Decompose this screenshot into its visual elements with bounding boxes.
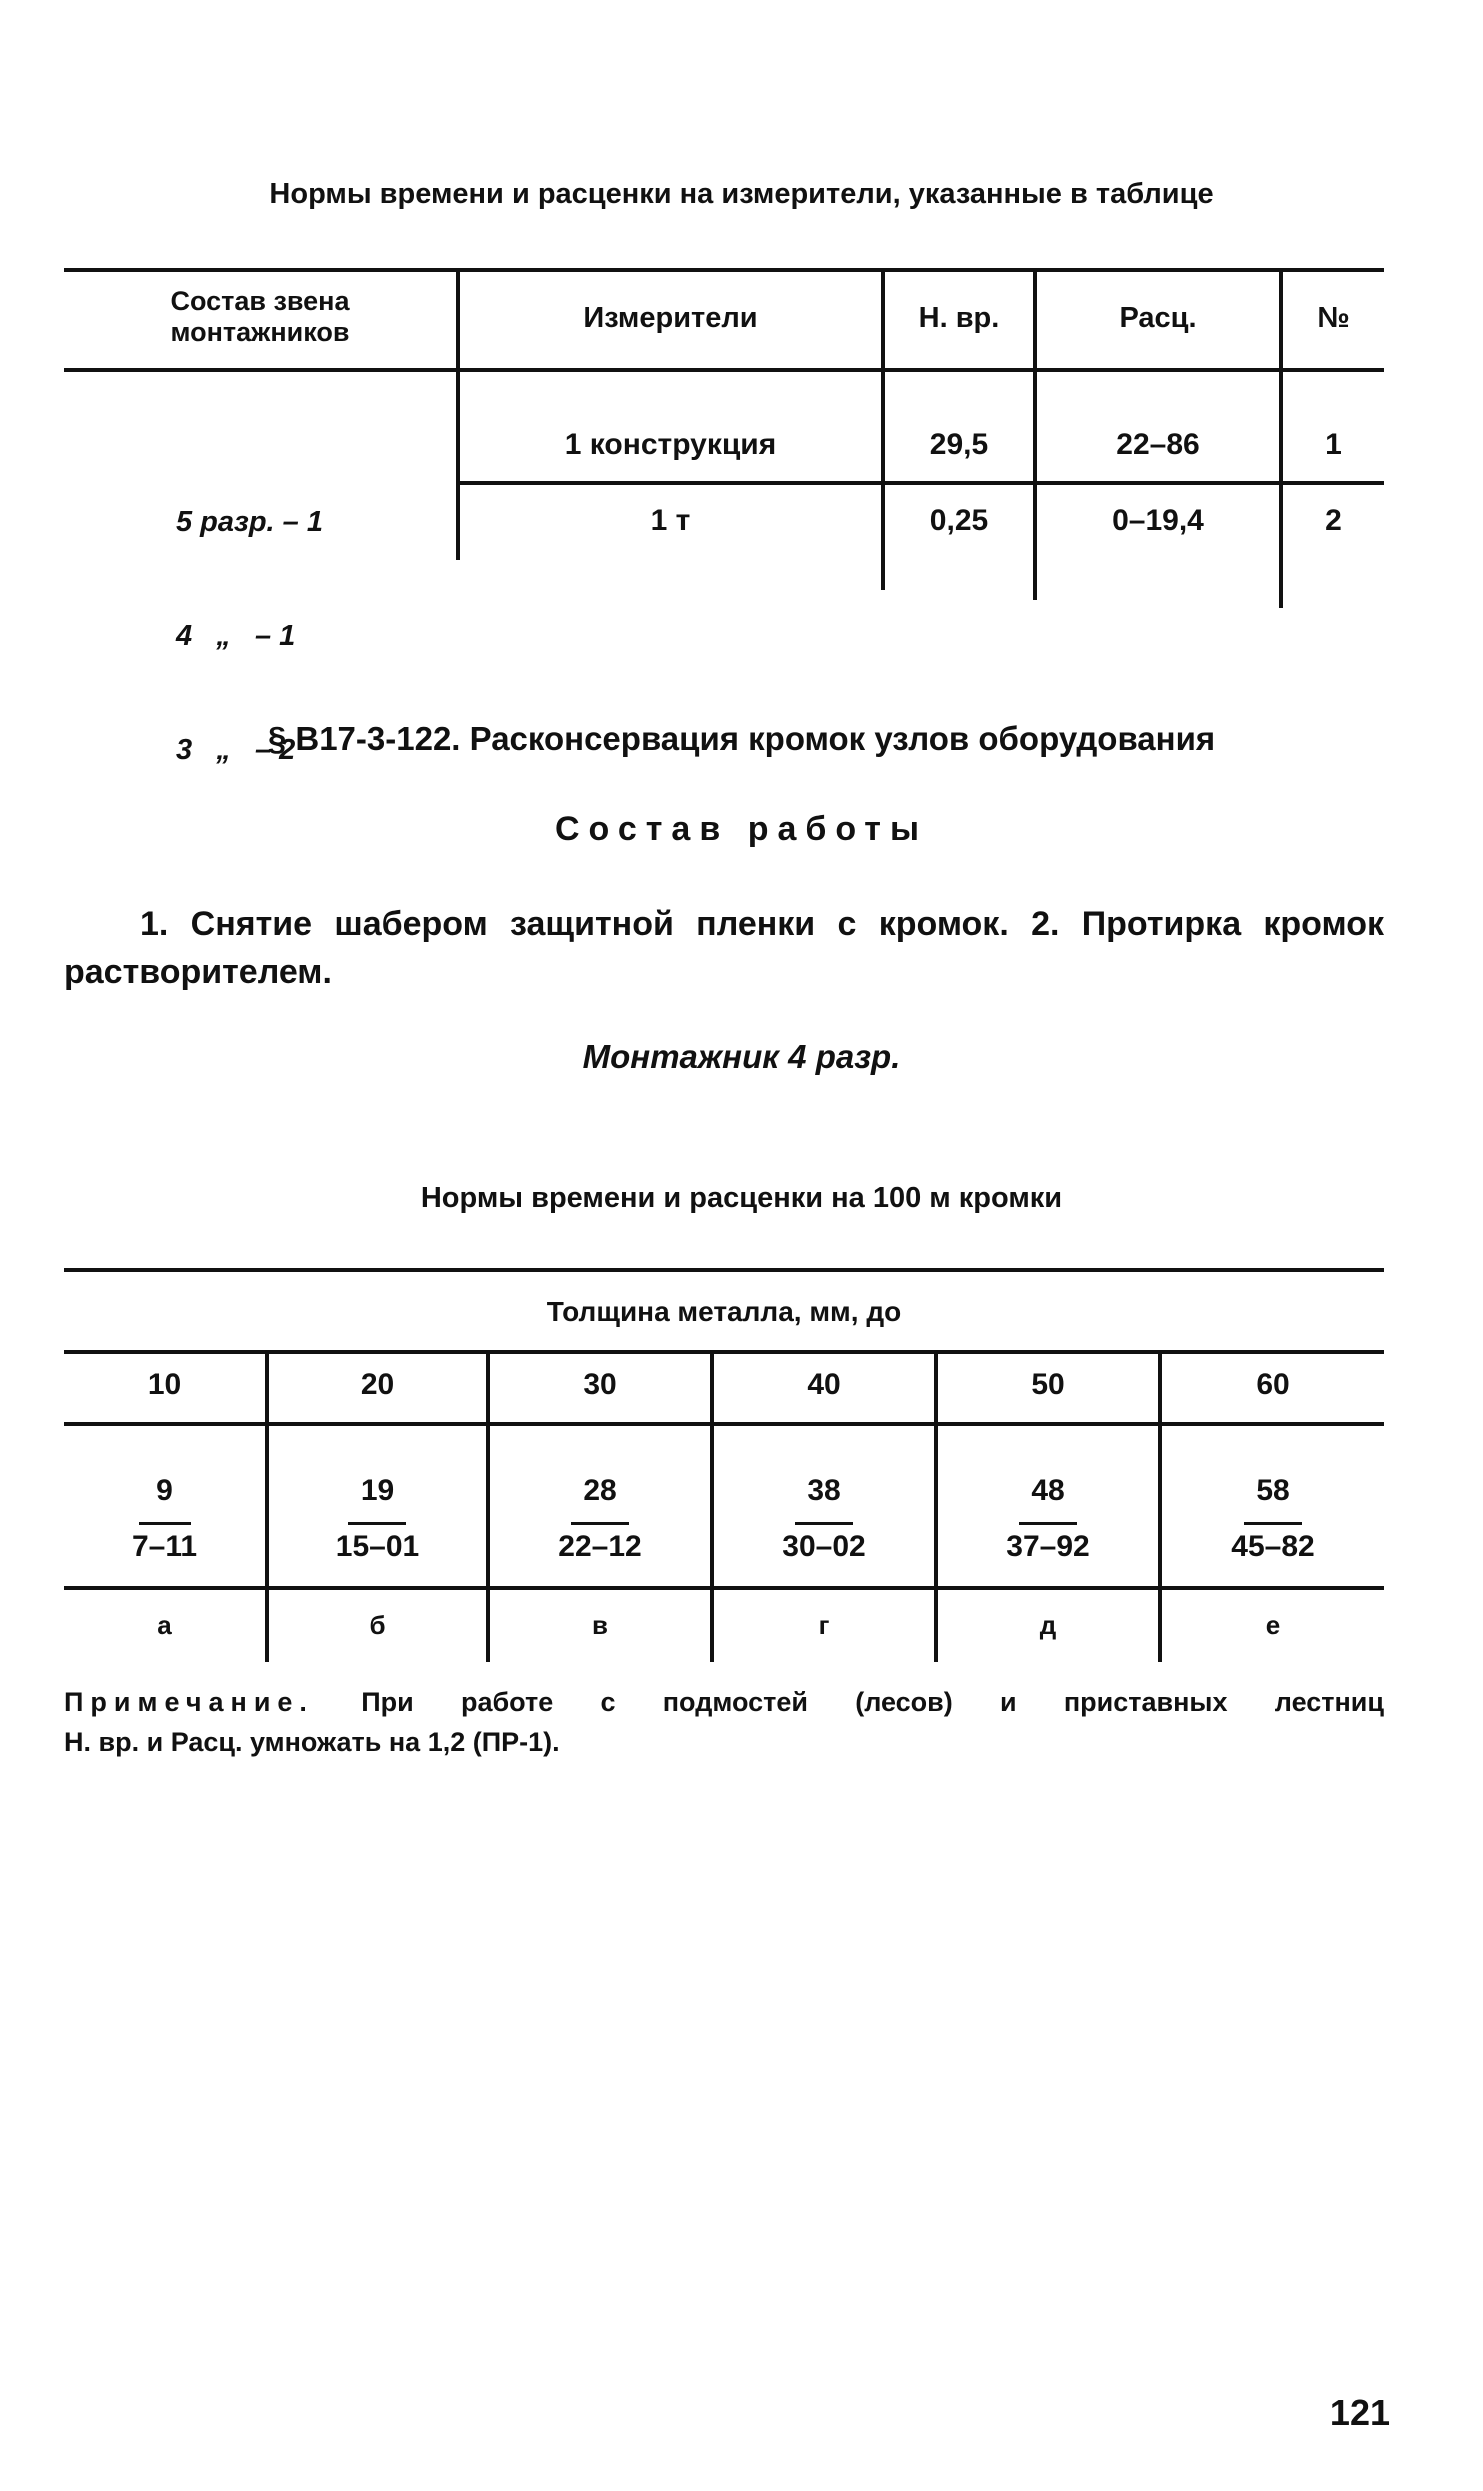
table2-thickness: 60 — [1256, 1368, 1290, 1401]
table2-nvr: 19 — [360, 1474, 395, 1507]
table2-header: Толщина металла, мм, до — [546, 1296, 902, 1327]
table1-header-rasc: Расц. — [1119, 302, 1197, 334]
table2-thickness: 40 — [807, 1368, 841, 1401]
note-label: Примечание. — [64, 1687, 314, 1717]
table1-header-num: № — [1317, 302, 1350, 334]
table2-nvr: 28 — [583, 1474, 617, 1507]
table1-header-crew-line2: монтажников — [170, 317, 350, 347]
table1-row2-rasc: 0–19,4 — [1112, 504, 1204, 537]
table1-caption: Нормы времени и расценки на измерители, указанные в таблице — [269, 178, 1214, 210]
table1-row1-nvr: 29,5 — [929, 428, 989, 461]
table2-thickness: 30 — [583, 1368, 617, 1401]
note-line2: Н. вр. и Расц. умножать на 1,2 (ПР-1). — [64, 1727, 560, 1757]
table2-top-rule — [64, 1268, 1384, 1272]
table2-rasc: 37–92 — [1006, 1530, 1090, 1563]
table2-rasc: 15–01 — [335, 1530, 420, 1563]
section-body-line1: 1. Снятие шабером защитной пленки с кромок. 2. Протирка кромок — [140, 905, 1384, 943]
note-line1: При работе с подмостей (лесов) и приставных лестниц — [361, 1687, 1384, 1717]
table2-fraction-bar — [139, 1522, 191, 1525]
section-body — [64, 900, 1384, 996]
table2-rasc: 30–02 — [782, 1530, 866, 1563]
table2-letter: в — [592, 1610, 608, 1640]
section-heading: § В17-3-122. Расконсервация кромок узлов оборудования — [267, 720, 1216, 757]
table2-fraction-bar — [795, 1522, 853, 1525]
table1-header-crew — [64, 286, 456, 348]
table1-row2-measure: 1 т — [650, 504, 691, 537]
table1-row1-measure: 1 конструкция — [564, 428, 777, 461]
table2-rasc: 45–82 — [1231, 1530, 1315, 1563]
table1-row1-rasc: 22–86 — [1116, 428, 1200, 461]
table1-header-measure: Измерители — [583, 302, 758, 334]
table2-nvr: 9 — [156, 1474, 173, 1507]
table1-row-rule — [458, 481, 1384, 485]
table2-rasc: 7–11 — [131, 1530, 198, 1563]
table2-nvr: 38 — [807, 1474, 841, 1507]
page-number: 121 — [1329, 2392, 1390, 2433]
table2-thickness: 50 — [1031, 1368, 1065, 1401]
section-body-line2: растворителем. — [64, 953, 332, 991]
table2-fraction-bar — [1244, 1522, 1302, 1525]
table2-letter: б — [369, 1610, 386, 1640]
worker-grade: Монтажник 4 разр. — [582, 1038, 901, 1075]
table2-letter: а — [157, 1610, 172, 1640]
table2-nvr: 48 — [1031, 1474, 1065, 1507]
table2-letter: д — [1039, 1610, 1057, 1640]
table2-values-rule — [64, 1586, 1384, 1590]
table2-rasc: 22–12 — [558, 1530, 642, 1563]
table1-row2-num: 2 — [1325, 504, 1342, 537]
table2-fraction-bar — [348, 1522, 406, 1525]
table1-crew — [176, 427, 323, 845]
table1-top-rule — [64, 268, 1384, 272]
table2-fraction-bar — [1019, 1522, 1077, 1525]
table2-caption: Нормы времени и расценки на 100 м кромки — [420, 1182, 1063, 1214]
table2-thickness: 10 — [147, 1368, 182, 1401]
table2-thickness-rule — [64, 1422, 1384, 1426]
table2-letter: г — [818, 1610, 830, 1640]
table2-letter: е — [1265, 1610, 1281, 1640]
table1-crew-line: 4 „ – 1 — [176, 620, 296, 652]
table2-thickness: 20 — [360, 1368, 395, 1401]
table1-crew-line: 5 разр. – 1 — [176, 506, 323, 538]
table1-crew-line: 3 „ – 2 — [176, 734, 296, 766]
table1-row2-nvr: 0,25 — [929, 504, 989, 537]
table1-header-crew-line1: Состав звена — [170, 286, 350, 316]
table2-fraction-bar — [571, 1522, 629, 1525]
table2-header-rule — [64, 1350, 1384, 1354]
table1-header-rule — [64, 368, 1384, 372]
note — [64, 1682, 1384, 1762]
table1-row1-num: 1 — [1325, 428, 1342, 461]
table1-header-nvr: Н. вр. — [918, 302, 1000, 334]
table2-nvr: 58 — [1256, 1474, 1290, 1507]
section-subheading: Состав работы — [555, 810, 928, 848]
